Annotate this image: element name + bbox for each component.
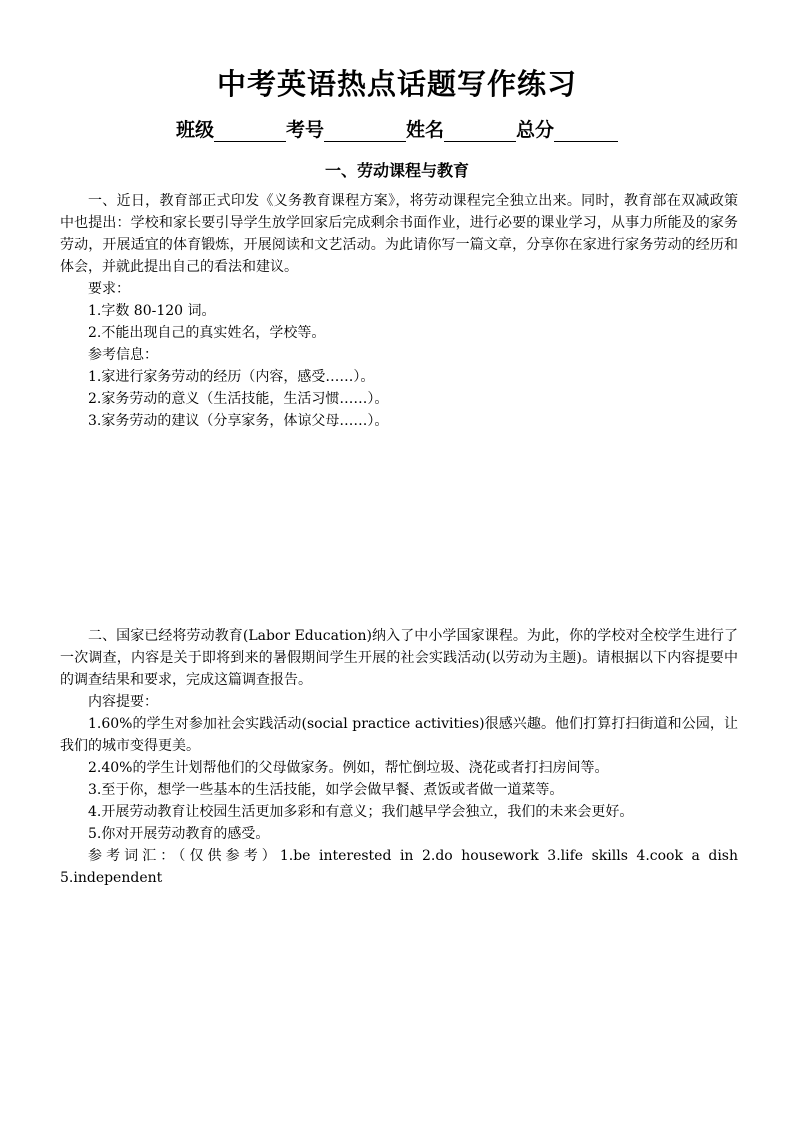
exam-no-label: 考号 [285,119,324,141]
exam-no-blank [324,123,406,142]
reference-item: 1.家进行家务劳动的经历（内容，感受……）。 [88,369,375,385]
class-label: 班级 [175,119,214,141]
section-heading: 一、劳动课程与教育 [324,161,469,180]
reference-item: 3.家务劳动的建议（分享家务，体谅父母……）。 [88,413,389,429]
score-label: 总分 [516,119,555,141]
content-item: 4.开展劳动教育让校园生活更加多彩和有意义；我们越早学会独立，我们的未来会更好。 [88,804,634,820]
reference-item: 2.家务劳动的意义（生活技能，生活习惯……）。 [88,391,389,407]
requirement-item: 2.不能出现自己的真实姓名，学校等。 [88,325,326,341]
section-2 [60,625,738,889]
student-info-line [0,115,794,142]
vocabulary-line: 参考词汇：（仅供参考）1.be interested in 2.do housework 3.life skills 4.cook a dish 5.independent [60,848,738,886]
prompt-paragraph-1: 一、近日，教育部正式印发《义务教育课程方案》，将劳动课程完全独立出来。同时，教育部在双减政策中也提出：学校和家长要引导学生放学回家后完成剩余书面作业，进行必要的课业学习，从事力所能及的家务劳动，开展适宜的体育锻炼，开展阅读和文艺活动。为此请你写一篇文章，分享你在家进行家务劳动的经历和体会，并就此提出自己的看法和建议。 [60,193,738,275]
content-item: 1.60%的学生对参加社会实践活动(social practice activities)很感兴趣。他们打算打扫街道和公园，让我们的城市变得更美。 [60,716,738,754]
name-blank [444,123,516,142]
content-item: 2.40%的学生计划帮他们的父母做家务。例如，帮忙倒垃圾、浇花或者打扫房间等。 [88,760,609,776]
reference-label: 参考信息： [88,347,158,363]
content-label: 内容提要： [88,694,158,710]
class-blank [214,123,286,142]
content-item: 5.你对开展劳动教育的感受。 [88,826,270,842]
page-title: 中考英语热点话题写作练习 [216,67,577,101]
requirements-label: 要求： [88,281,130,297]
content-item: 3.至于你，想学一些基本的生活技能，如学会做早餐、煮饭或者做一道菜等。 [88,782,564,798]
score-blank [554,123,618,142]
prompt-paragraph-2: 二、国家已经将劳动教育(Labor Education)纳入了中小学国家课程。为此，你的学校对全校学生进行了一次调查，内容是关于即将到来的暑假期间学生开展的社会实践活动(以劳动为主题)。请根据以下内容提要中的调查结果和要求，完成这篇调查报告。 [60,628,738,688]
requirement-item: 1.字数 80-120 词。 [88,303,216,319]
section-1 [60,190,738,432]
name-label: 姓名 [406,119,445,141]
